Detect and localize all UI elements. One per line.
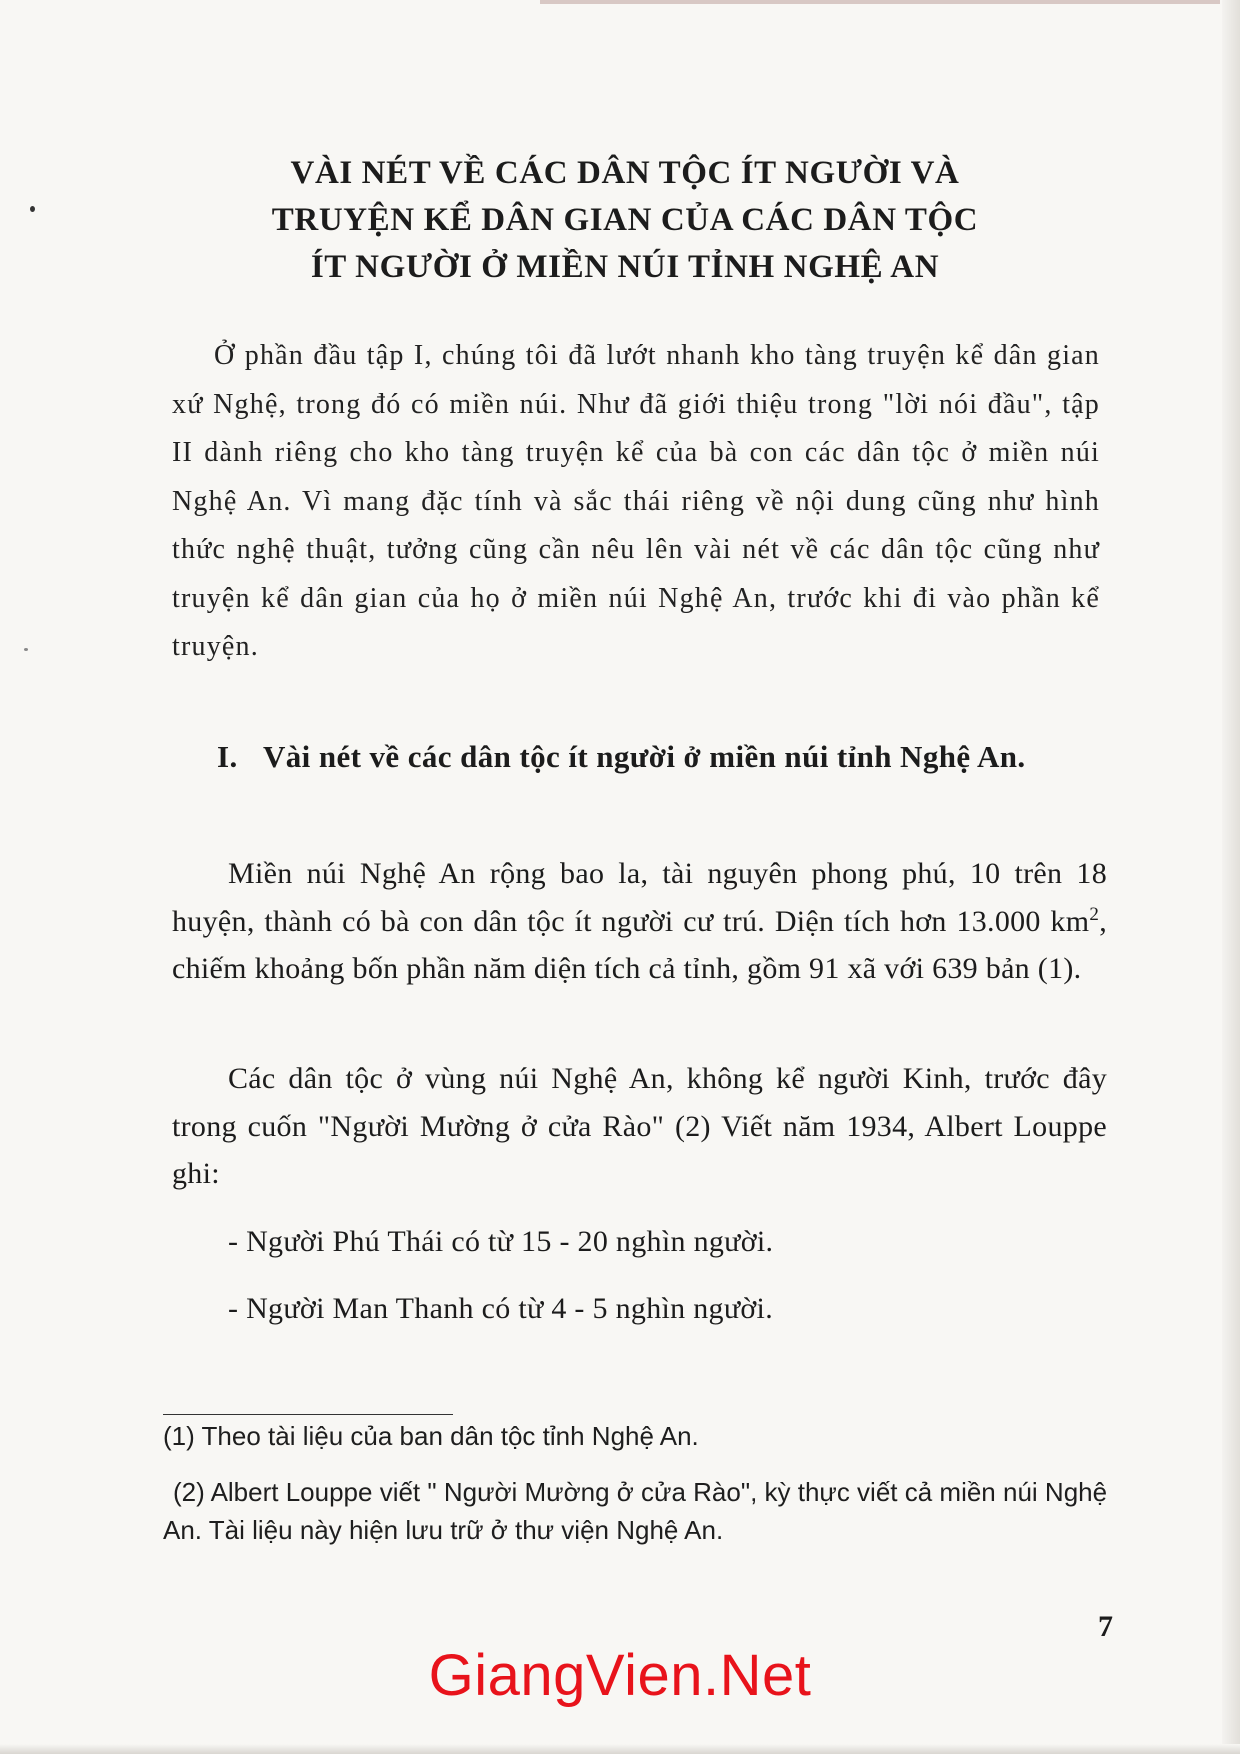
intro-paragraph: Ở phần đầu tập I, chúng tôi đã lướt nhanh kho tàng truyện kể dân gian xứ Nghệ, trong đó có miền núi. Như đã giới thiệu trong "lời nói đầu", tập II dành riêng cho kho tàng truyện kể của bà con các dân tộc ở miền núi Nghệ An. Vì mang đặc tính và sắc thái riêng về nội dung cũng như hình thức nghệ thuật, tưởng cũng cần nêu lên vài nét về các dân tộc cũng như truyện kể dân gian của họ ở miền núi Nghệ An, trước khi đi vào phần kể truyện. (172, 340, 1100, 662)
title-line: ÍT NGƯỜI Ở MIỀN NÚI TỈNH NGHỆ AN (310, 249, 940, 285)
footnote: (1) Theo tài liệu của ban dân tộc tỉnh Nghệ An. (163, 1421, 699, 1451)
list-item: - Người Man Thanh có từ 4 - 5 nghìn người. (228, 1292, 773, 1325)
scan-speck (24, 648, 28, 651)
superscript: 2 (1089, 903, 1100, 925)
list-item: - Người Phú Thái có từ 15 - 20 nghìn người. (228, 1225, 774, 1258)
footnote-divider (163, 1414, 453, 1415)
paragraph-text: Miền núi Nghệ An rộng bao la, tài nguyên phong phú, 10 trên 18 huyện, thành có bà con dân tộc ít người cư trú. Diện tích hơn 13.000 km (172, 857, 1107, 938)
page-number: 7 (1098, 1610, 1113, 1643)
section-heading-text: Vài nét về các dân tộc ít người ở miền núi tỉnh Nghệ An. (263, 739, 1026, 774)
paragraph-text: , chiếm khoảng bốn phần năm diện tích cả tỉnh, gồm 91 xã với 639 bản (1). (172, 904, 1107, 985)
section-number: I. (217, 739, 238, 774)
scan-speck (30, 206, 35, 212)
body-paragraph: Các dân tộc ở vùng núi Nghệ An, không kể người Kinh, trước đây trong cuốn "Người Mường ở cửa Rào" (2) Viết năm 1934, Albert Louppe ghi: (172, 1062, 1107, 1190)
chapter-title (160, 150, 1090, 291)
scan-edge-right (1222, 0, 1240, 1754)
scan-edge-top (540, 0, 1220, 4)
watermark: GiangVien.Net (428, 1643, 812, 1708)
scan-edge-bottom (0, 1744, 1240, 1754)
footnote: (2) Albert Louppe viết " Người Mường ở cửa Rào", kỳ thực viết cả miền núi Nghệ An. Tài liệu này hiện lưu trữ ở thư viện Nghệ An. (163, 1477, 1108, 1545)
title-line: TRUYỆN KỂ DÂN GIAN CỦA CÁC DÂN TỘC (271, 202, 979, 238)
title-line: VÀI NÉT VỀ CÁC DÂN TỘC ÍT NGƯỜI VÀ (290, 155, 960, 191)
body-paragraph (172, 850, 1107, 993)
section-heading (172, 733, 1102, 781)
